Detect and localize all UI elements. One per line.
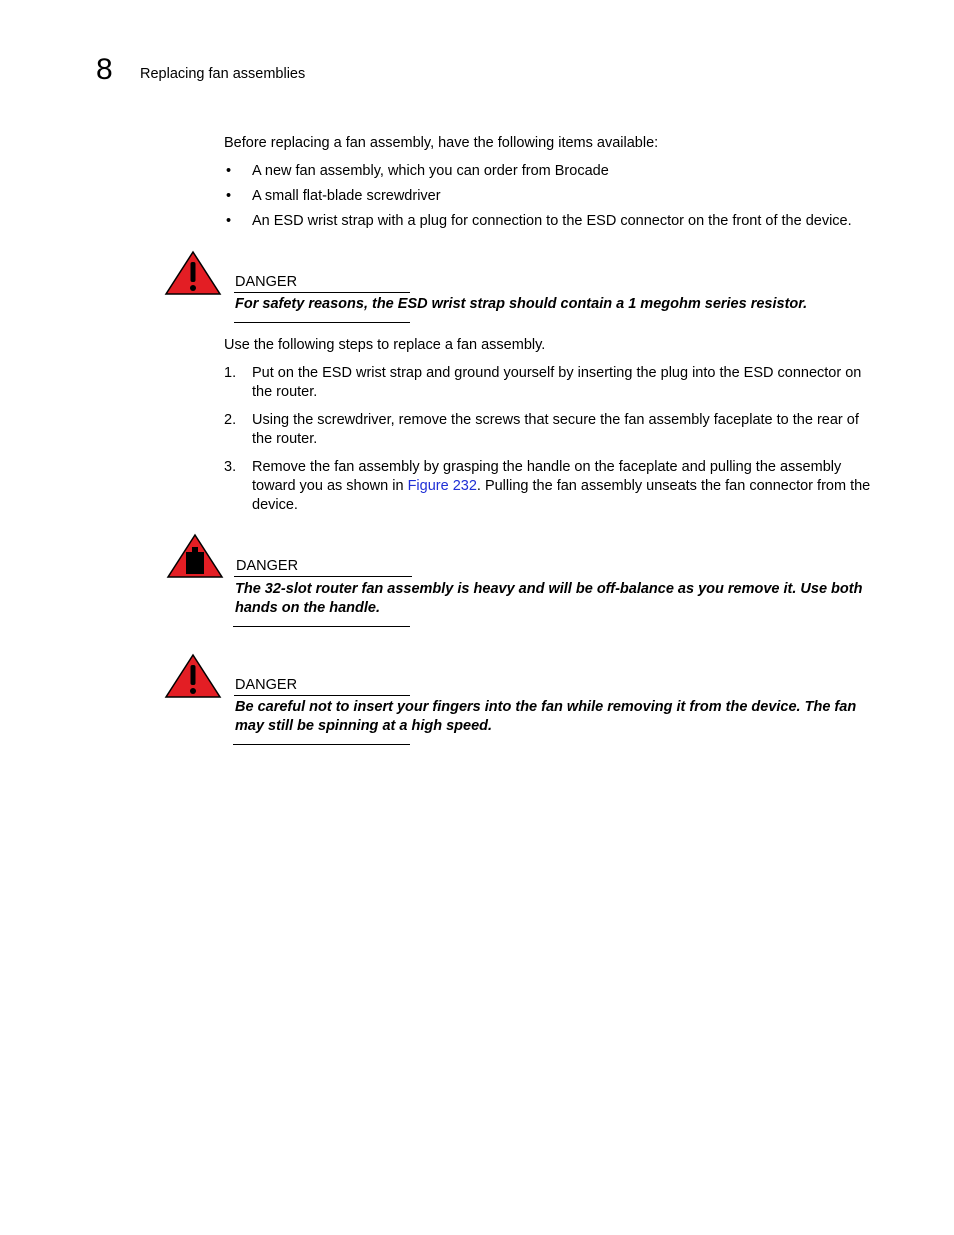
danger-bottom-rule (233, 744, 410, 745)
step-number: 3. (224, 459, 237, 475)
step-number: 2. (224, 412, 237, 428)
list-item (224, 187, 852, 212)
intro-paragraph: Before replacing a fan assembly, have the following items available: (224, 135, 659, 151)
danger-message: The 32-slot router fan assembly is heavy and will be off-balance as you remove it. Use both hands on the handle. (235, 581, 863, 616)
steps-intro: Use the following steps to replace a fan assembly. (224, 337, 546, 353)
danger-bottom-rule (234, 322, 410, 323)
danger-bottom-rule (233, 626, 410, 627)
danger-message: For safety reasons, the ESD wrist strap should contain a 1 megohm series resistor. (235, 296, 808, 312)
danger-message: Be careful not to insert your fingers into the fan while removing it from the device. The fan may still be spinning at a high speed. (235, 699, 857, 734)
list-item (224, 411, 874, 449)
list-item-text: A new fan assembly, which you can order from Brocade (252, 163, 609, 179)
step-text-before-link: Remove the fan assembly by grasping the handle on the faceplate and pulling the assembly toward you as shown in (252, 459, 842, 494)
bullet-glyph: • (226, 188, 232, 204)
list-item (224, 364, 874, 402)
danger-label: DANGER (235, 274, 298, 290)
exclamation-warning-icon (164, 653, 222, 699)
figure-link[interactable]: Figure 232 (407, 478, 477, 494)
list-item (224, 212, 852, 237)
running-header-title: Replacing fan assemblies (140, 66, 306, 82)
heavy-weight-warning-icon (166, 533, 224, 579)
danger-top-rule (234, 292, 410, 293)
step-text: Put on the ESD wrist strap and ground yourself by inserting the plug into the ESD connector on the router. (252, 365, 862, 400)
procedure-steps-list (224, 364, 874, 524)
list-item-text: An ESD wrist strap with a plug for connection to the ESD connector on the front of the device. (252, 213, 852, 229)
chapter-number: 8 (96, 53, 113, 86)
danger-top-rule (234, 576, 412, 577)
danger-label: DANGER (236, 558, 299, 574)
step-number: 1. (224, 365, 237, 381)
danger-label: DANGER (235, 677, 298, 693)
step-text: Using the screwdriver, remove the screws that secure the fan assembly faceplate to the rear of the router. (252, 412, 859, 447)
list-item-text: A small flat-blade screwdriver (252, 188, 441, 204)
bullet-glyph: • (226, 163, 232, 179)
danger-top-rule (234, 695, 410, 696)
list-item (224, 162, 852, 187)
bullet-glyph: • (226, 213, 232, 229)
list-item (224, 458, 874, 515)
step-text-after-link: . Pulling the fan assembly unseats the fan connector from the device. (252, 478, 871, 513)
required-items-list (224, 162, 852, 237)
exclamation-warning-icon (164, 250, 222, 296)
